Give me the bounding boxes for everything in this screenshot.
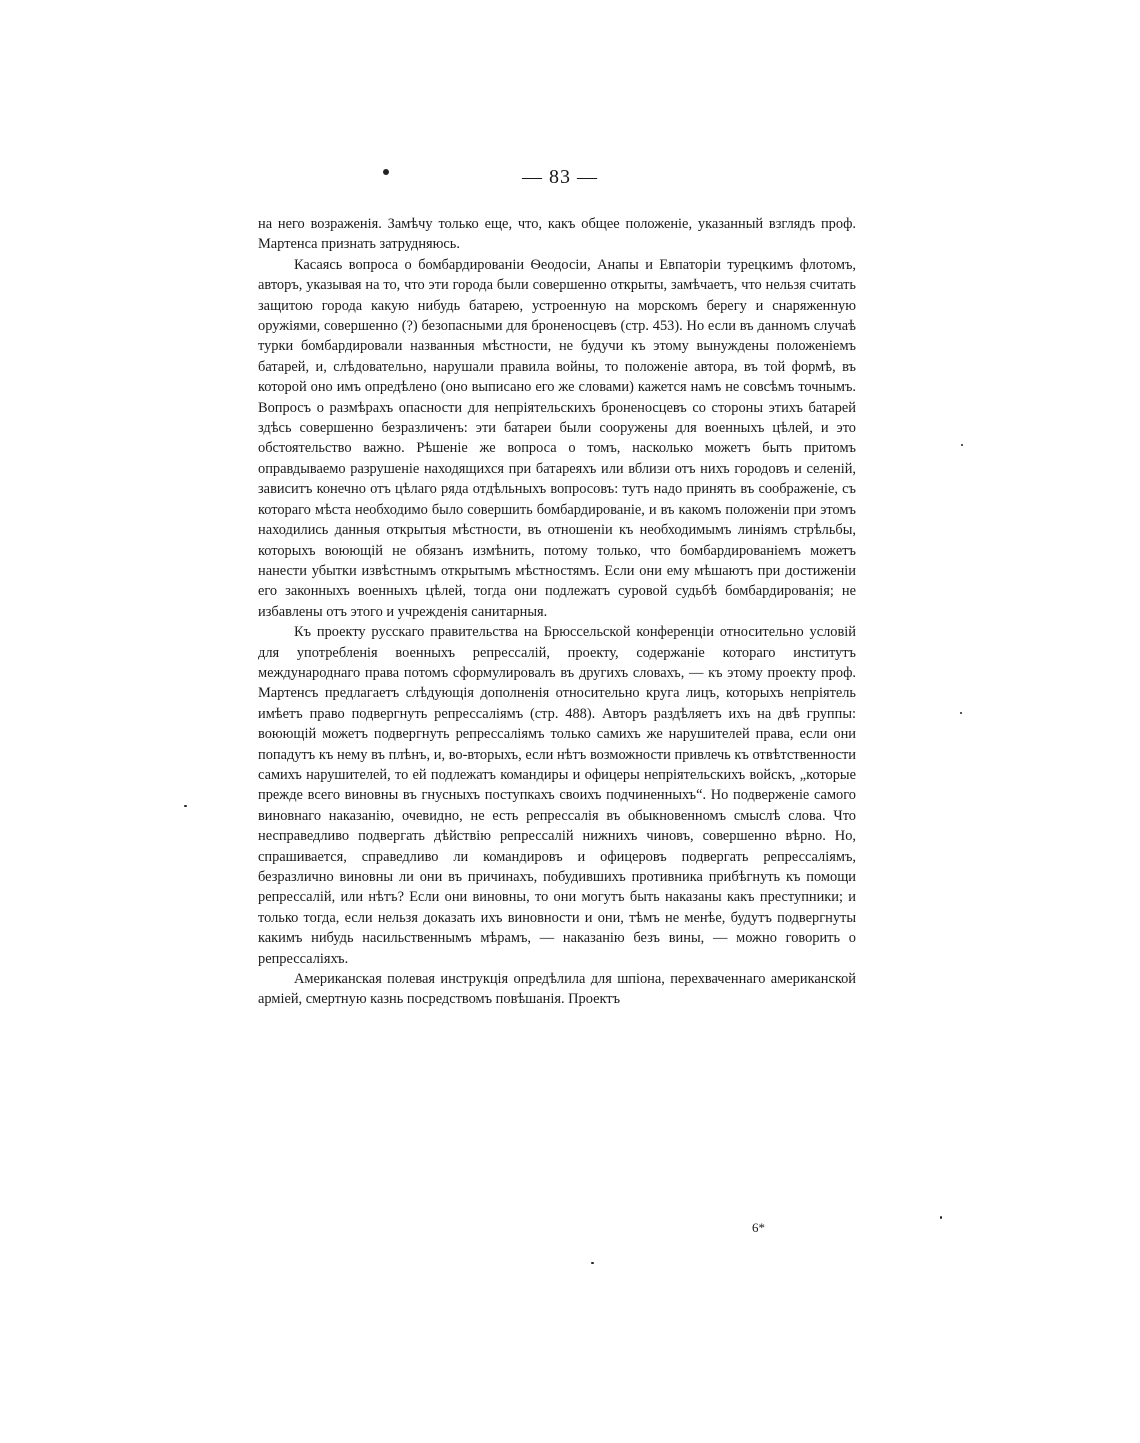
scan-speck [960,712,962,714]
paragraph-bombardment: Касаясь вопроса о бомбардированіи Ѳеодосіи, Анапы и Евпаторіи турецкимъ флотомъ, авторъ, указывая на то, что эти города были совершенно открыты, замѣчаетъ, что нельзя считать защитою города какую нибудь батарею, устроенную на морскомъ берегу и снаряженную оружіями, совершенно (?) безопасными для броненосцевъ (стр. 453). Но если въ данномъ случаѣ турки бомбардировали названныя мѣстности, не будучи къ этому вынуждены положеніемъ батарей, и, слѣдовательно, нарушали правила войны, то положеніе автора, въ той формѣ, въ которой оно имъ опредѣлено (оно выписано его же словами) кажется намъ не совсѣмъ точнымъ. Вопросъ о размѣрахъ опасности для непріятельскихъ броненосцевъ со стороны этихъ батарей здѣсь совершенно безразличенъ: эти батареи были сооружены для военныхъ цѣлей, и это обстоятельство важно. Рѣшеніе же вопроса о томъ, насколько можетъ быть притомъ оправдываемо разрушеніе находящихся при батареяхъ или вблизи отъ нихъ городовъ и селеній, зависитъ конечно отъ цѣлаго ряда отдѣльныхъ вопросовъ: тутъ надо принять въ соображеніе, съ котораго мѣста необходимо было совершить бомбардированіе, и въ какомъ положеніи при этомъ находились данныя открытыя мѣстности, въ отношеніи къ необходимымъ линіямъ стрѣльбы, которыхъ воюющій не обязанъ измѣнить, потому только, что бомбардированіемъ можетъ нанести убытки извѣстнымъ открытымъ мѣстностямъ. Если они ему мѣшаютъ при достиженіи его законныхъ военныхъ цѣлей, тогда они подлежатъ суровой судьбѣ бомбардированія; не избавлены отъ этого и учрежденія санитарныя. [258,256,856,620]
signature-mark: 6* [752,1220,765,1235]
page-number: — 83 — [522,166,598,188]
scan-speck [383,169,389,175]
paragraph-continuation: на него возраженія. Замѣчу только еще, что, какъ общее положеніе, указанный взглядъ проф. Мартенса признать затрудняюсь. [258,216,856,253]
scan-speck [591,1262,594,1264]
scan-speck [961,444,963,446]
scan-speck [184,805,187,807]
paragraph-spy: Американская полевая инструкція опредѣлила для шпіона, перехваченнаго американской арміей, смертную казнь посредствомъ повѣшанія. Проектъ [258,971,856,1008]
paragraph-reprisals: Къ проекту русскаго правительства на Брюссельской конференціи относительно условій для употребленія военныхъ репрессалій, проекту, содержаніе котораго институтъ международнаго права потомъ сформулировалъ въ другихъ словахъ, — къ этому проекту проф. Мартенсъ предлагаетъ слѣдующія дополненія относительно круга лицъ, которыхъ непріятель имѣетъ право подвергнуть репрессаліямъ (стр. 488). Авторъ раздѣляетъ ихъ на двѣ группы: воюющій можетъ подвергнуть репрессаліямъ только самихъ же нарушителей права, если они попадутъ къ нему въ плѣнъ, и, во-вторыхъ, если нѣтъ возможности привлечь къ отвѣтственности самихъ нарушителей, то ей подлежатъ командиры и офицеры непріятельскихъ войскъ, „которые прежде всего виновны въ гнусныхъ поступкахъ своихъ подчиненныхъ“. Но подверженіе самого виновнаго наказанію, очевидно, не есть репрессалія въ обыкновенномъ смыслѣ слова. Что несправедливо подвергать дѣйствію репрессалій нижнихъ чиновъ, совершенно вѣрно. Но, спрашивается, справедливо ли командировъ и офицеровъ подвергать репрессаліямъ, безразлично виновны ли они въ причинахъ, побудившихъ противника прибѣгнуть къ помощи репрессалій, или нѣтъ? Если они виновны, то они могутъ быть наказаны какъ преступники; и только тогда, если нельзя доказать ихъ виновности и они, тѣмъ не менѣе, будутъ подвергнуты какимъ нибудь насильственнымъ мѣрамъ, — наказанію безъ вины, — можно говорить о репрессаліяхъ. [258,624,856,967]
scan-speck [940,1216,942,1219]
body-text [258,214,856,1010]
